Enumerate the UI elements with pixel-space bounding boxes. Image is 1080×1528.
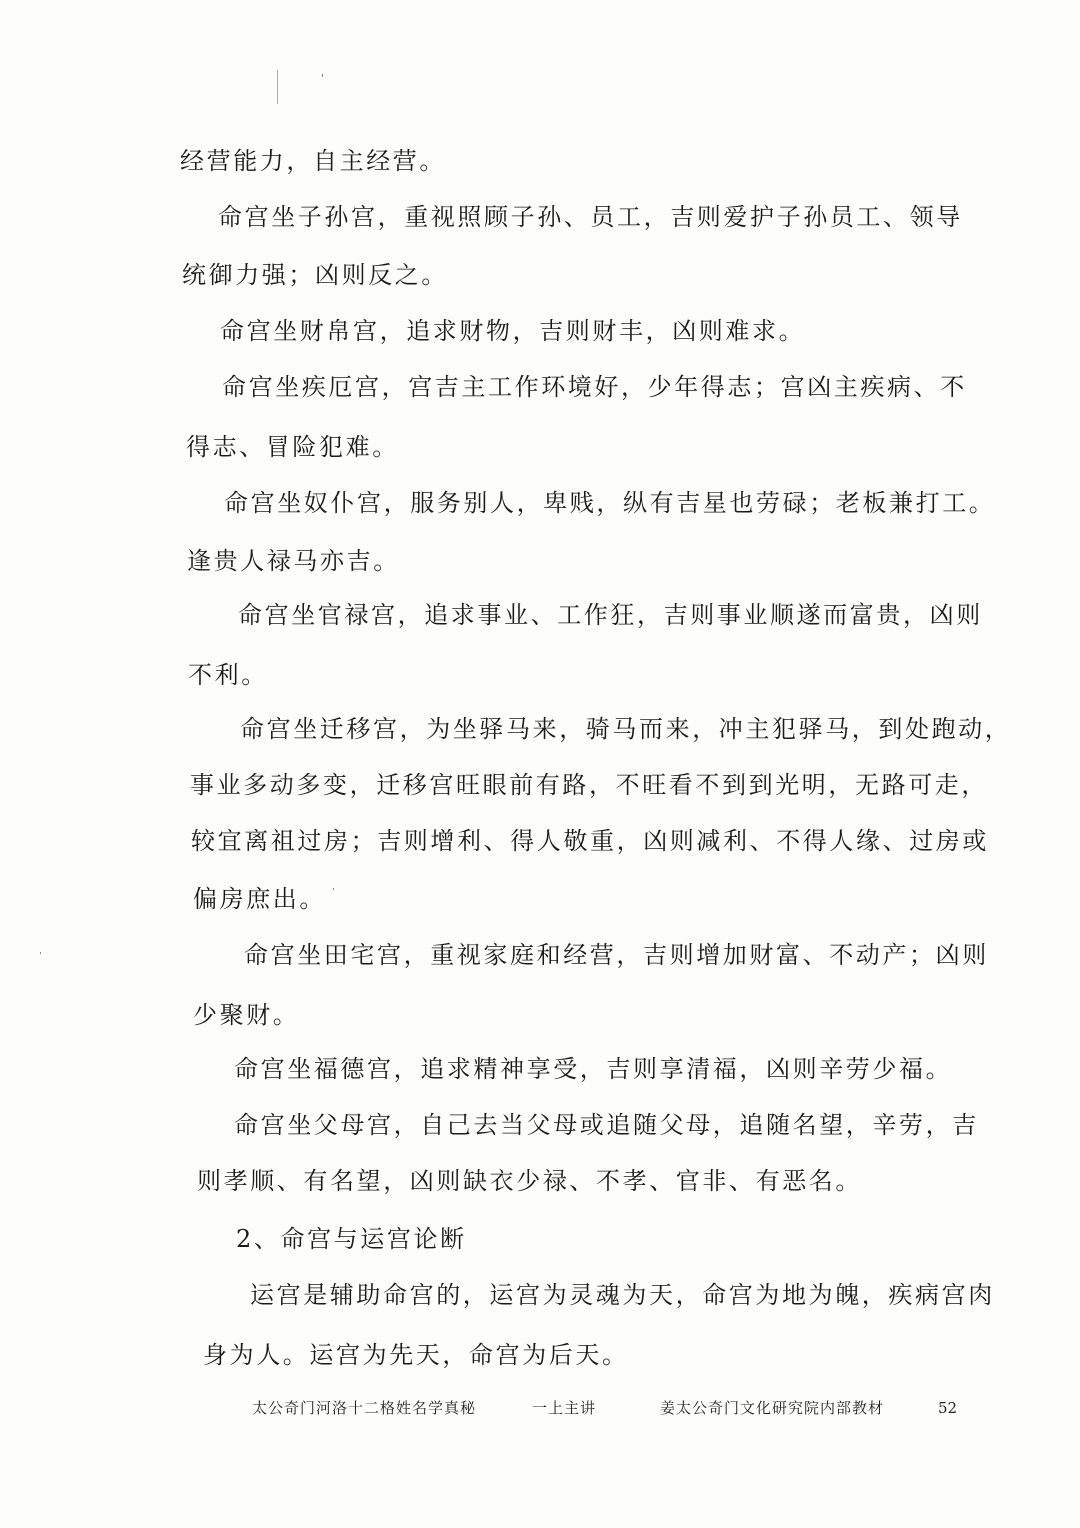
body-line: 少聚财。	[193, 1001, 300, 1029]
body-line: 统御力强；凶则反之。	[182, 261, 448, 289]
scan-mark	[277, 70, 278, 104]
body-line: 经营能力，自主经营。	[180, 147, 446, 175]
body-line: 不利。	[188, 661, 268, 689]
body-line: 命宫坐福德宫，追求精神享受，吉则享清福，凶则辛劳少福。	[234, 1055, 953, 1083]
body-line: 命宫坐父母宫，自己去当父母或追随父母，追随名望，辛劳，吉	[234, 1111, 979, 1139]
body-line: 运宫是辅助命宫的，运宫为灵魂为天，命宫为地为魄，疾病宫肉	[250, 1281, 995, 1309]
body-line: 命宫坐疾厄宫，宫吉主工作环境好，少年得志；宫凶主疾病、不	[222, 373, 967, 401]
body-line: 较宜离祖过房；吉则增利、得人敬重，凶则减利、不得人缘、过房或	[191, 827, 989, 855]
body-line: 身为人。运宫为先天，命宫为后天。	[203, 1341, 629, 1369]
body-line: 命宫坐财帛宫，追求财物，吉则财丰，凶则难求。	[220, 317, 806, 345]
body-line: 命宫坐官禄宫，追求事业、工作狂，吉则事业顺遂而富贵，凶则	[238, 601, 983, 629]
body-line: 命宫坐奴仆宫，服务别人，卑贱，纵有吉星也劳碌；老板兼打工。	[224, 489, 996, 517]
scan-mark	[40, 952, 41, 954]
body-line: 得志、冒险犯难。	[186, 433, 399, 461]
body-line: 命宫坐迁移宫，为坐驿马来，骑马而来，冲主犯驿马，到处跑动，	[240, 715, 1012, 743]
body-line: 则孝顺、有名望，凶则缺衣少禄、不孝、官非、有恶名。	[197, 1167, 862, 1195]
scan-mark	[322, 74, 323, 77]
footer-lecturer: 一上主讲	[532, 1399, 597, 1417]
body-line: 命宫坐田宅宫，重视家庭和经营，吉则增加财富、不动产；凶则	[244, 941, 989, 969]
body-line: 逢贵人禄马亦吉。	[187, 547, 400, 575]
body-line: 偏房庶出。	[193, 885, 326, 913]
body-line: 事业多动多变，迁移宫旺眼前有路，不旺看不到到光明，无路可走，	[190, 771, 988, 799]
footer-book-title: 太公奇门河洛十二格姓名学真秘	[252, 1399, 477, 1417]
body-line: 命宫坐子孙宫，重视照顾子孙、员工，吉则爱护子孙员工、领导	[218, 203, 963, 231]
page-number: 52	[938, 1399, 958, 1417]
section-heading: 2、命宫与运宫论断	[236, 1225, 467, 1253]
scan-mark	[333, 888, 334, 890]
footer-institute: 姜太公奇门文化研究院内部教材	[660, 1399, 885, 1417]
